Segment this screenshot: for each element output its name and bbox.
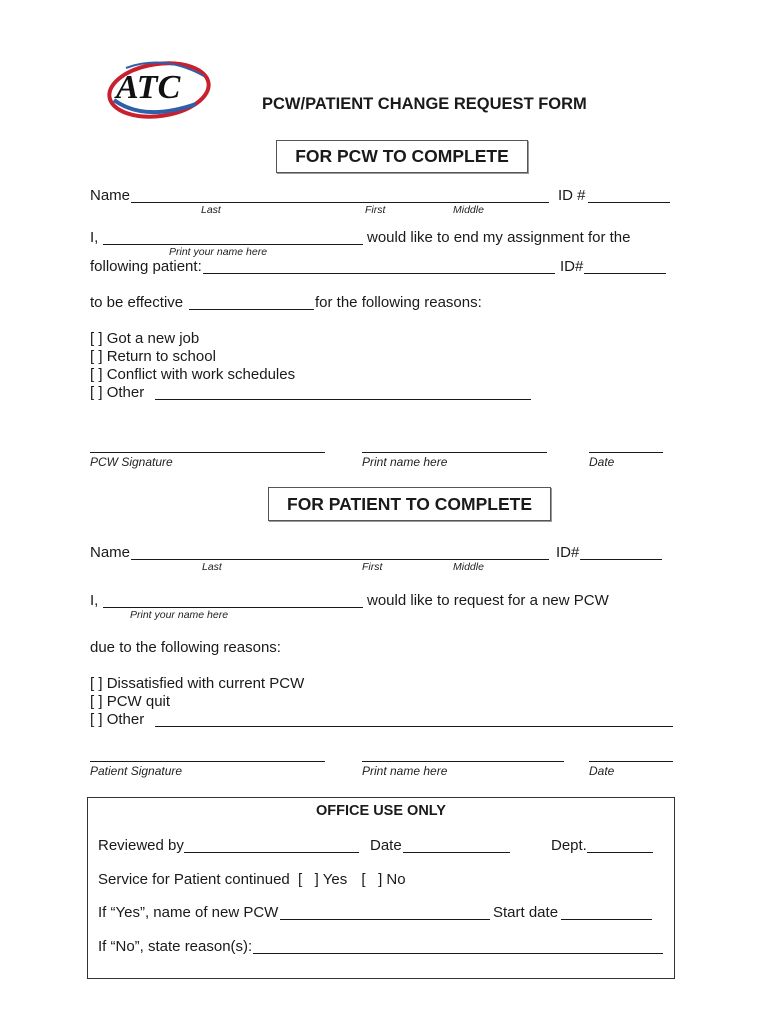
patient-request-text: would like to request for a new PCW	[367, 592, 609, 609]
no-label: No	[386, 871, 406, 888]
pcw-id2-field[interactable]	[584, 273, 666, 274]
no-checkbox[interactable]	[361, 871, 382, 888]
pcw-print-caption: Print name here	[362, 455, 448, 469]
patient-due-label: due to the following reasons:	[90, 639, 281, 656]
pcw-reasons-label: for the following reasons:	[315, 294, 482, 311]
pcw-print-name-sign-field[interactable]	[362, 452, 547, 453]
if-yes-label: If “Yes”, name of new PCW	[98, 904, 279, 921]
form-title: PCW/PATIENT CHANGE REQUEST FORM	[262, 95, 587, 113]
if-no-label: If “No”, state reason(s):	[98, 938, 253, 955]
patient-other-field[interactable]	[155, 726, 673, 727]
patient-hint-middle: Middle	[453, 561, 484, 573]
patient-signature-field[interactable]	[90, 761, 325, 762]
pcw-section-heading: FOR PCW TO COMPLETE	[276, 140, 528, 173]
yes-label: Yes	[322, 871, 348, 888]
patient-i-label: I,	[90, 592, 99, 609]
dept-label: Dept.	[551, 837, 587, 854]
office-use-box	[87, 797, 675, 979]
pcw-signature-field[interactable]	[90, 452, 325, 453]
no-checkbox-open: [	[361, 871, 366, 888]
pcw-i-label: I,	[90, 229, 99, 246]
yes-checkbox[interactable]	[298, 871, 319, 888]
patient-hint-first: First	[362, 561, 383, 573]
patient-id-label: ID#	[556, 544, 580, 561]
patient-name-field[interactable]	[131, 559, 549, 560]
yes-checkbox-close: ]	[314, 871, 319, 888]
checkbox[interactable]: [ ]	[90, 693, 103, 710]
checkbox[interactable]: [ ]	[90, 711, 103, 728]
checkbox[interactable]: [ ]	[90, 348, 103, 365]
checkbox[interactable]: [ ]	[90, 366, 103, 383]
patient-date-caption: Date	[589, 764, 615, 778]
reason-label: Got a new job	[106, 330, 200, 347]
office-date-field[interactable]	[403, 852, 510, 853]
list-item[interactable]	[90, 330, 295, 348]
no-reason-field[interactable]	[253, 953, 663, 954]
checkbox[interactable]: [ ]	[90, 384, 103, 401]
reason-label: Conflict with work schedules	[106, 366, 296, 383]
patient-signature-caption: Patient Signature	[90, 764, 183, 778]
patient-print-caption: Print name here	[362, 764, 448, 778]
pcw-patient-field[interactable]	[203, 273, 555, 274]
pcw-other-field[interactable]	[155, 399, 531, 400]
pcw-end-assignment-text: would like to end my assignment for the	[367, 229, 631, 246]
patient-section-heading: FOR PATIENT TO COMPLETE	[268, 487, 551, 521]
pcw-id2-label: ID#	[560, 258, 584, 275]
reason-label: Other	[106, 384, 145, 401]
pcw-following-patient-label: following patient:	[90, 258, 202, 275]
checkbox[interactable]: [ ]	[90, 330, 103, 347]
atc-logo-text: ATC	[116, 69, 181, 106]
pcw-id-field[interactable]	[588, 202, 670, 203]
patient-print-name-sign-field[interactable]	[362, 761, 564, 762]
office-date-label: Date	[370, 837, 402, 854]
list-item[interactable]	[90, 693, 304, 711]
pcw-name-label: Name	[90, 187, 131, 204]
patient-reasons-list	[90, 675, 304, 729]
pcw-print-name-field[interactable]	[103, 244, 363, 245]
start-date-label: Start date	[493, 904, 559, 921]
pcw-date-field[interactable]	[589, 452, 663, 453]
pcw-hint-last: Last	[201, 204, 221, 216]
reviewed-by-field[interactable]	[184, 852, 359, 853]
no-checkbox-close: ]	[378, 871, 383, 888]
atc-logo	[104, 56, 214, 122]
pcw-date-caption: Date	[589, 455, 615, 469]
pcw-hint-middle: Middle	[453, 204, 484, 216]
pcw-id-label: ID #	[558, 187, 586, 204]
checkbox[interactable]: [ ]	[90, 675, 103, 692]
patient-id-field[interactable]	[580, 559, 662, 560]
reason-label: Dissatisfied with current PCW	[106, 675, 305, 692]
start-date-field[interactable]	[561, 919, 652, 920]
patient-name-label: Name	[90, 544, 131, 561]
list-item[interactable]	[90, 675, 304, 693]
reason-label: PCW quit	[106, 693, 171, 710]
office-heading: OFFICE USE ONLY	[316, 803, 446, 819]
pcw-name-field[interactable]	[131, 202, 549, 203]
patient-print-name-hint: Print your name here	[130, 609, 229, 621]
pcw-print-name-hint: Print your name here	[169, 246, 268, 258]
pcw-effective-label: to be effective	[90, 294, 184, 311]
list-item[interactable]	[90, 366, 295, 384]
pcw-signature-caption: PCW Signature	[90, 455, 173, 469]
reason-label: Other	[106, 711, 145, 728]
dept-field[interactable]	[587, 852, 653, 853]
new-pcw-name-field[interactable]	[280, 919, 490, 920]
patient-hint-last: Last	[202, 561, 222, 573]
reviewed-by-label: Reviewed by	[98, 837, 184, 854]
yes-checkbox-open: [	[297, 871, 303, 888]
reason-label: Return to school	[106, 348, 216, 365]
service-continued-label: Service for Patient continued	[98, 871, 290, 888]
pcw-hint-first: First	[365, 204, 386, 216]
pcw-reasons-list	[90, 330, 295, 402]
patient-date-field[interactable]	[589, 761, 673, 762]
pcw-effective-date-field[interactable]	[189, 309, 314, 310]
list-item[interactable]	[90, 348, 295, 366]
patient-print-name-field[interactable]	[103, 607, 363, 608]
service-continued-row	[98, 871, 406, 889]
